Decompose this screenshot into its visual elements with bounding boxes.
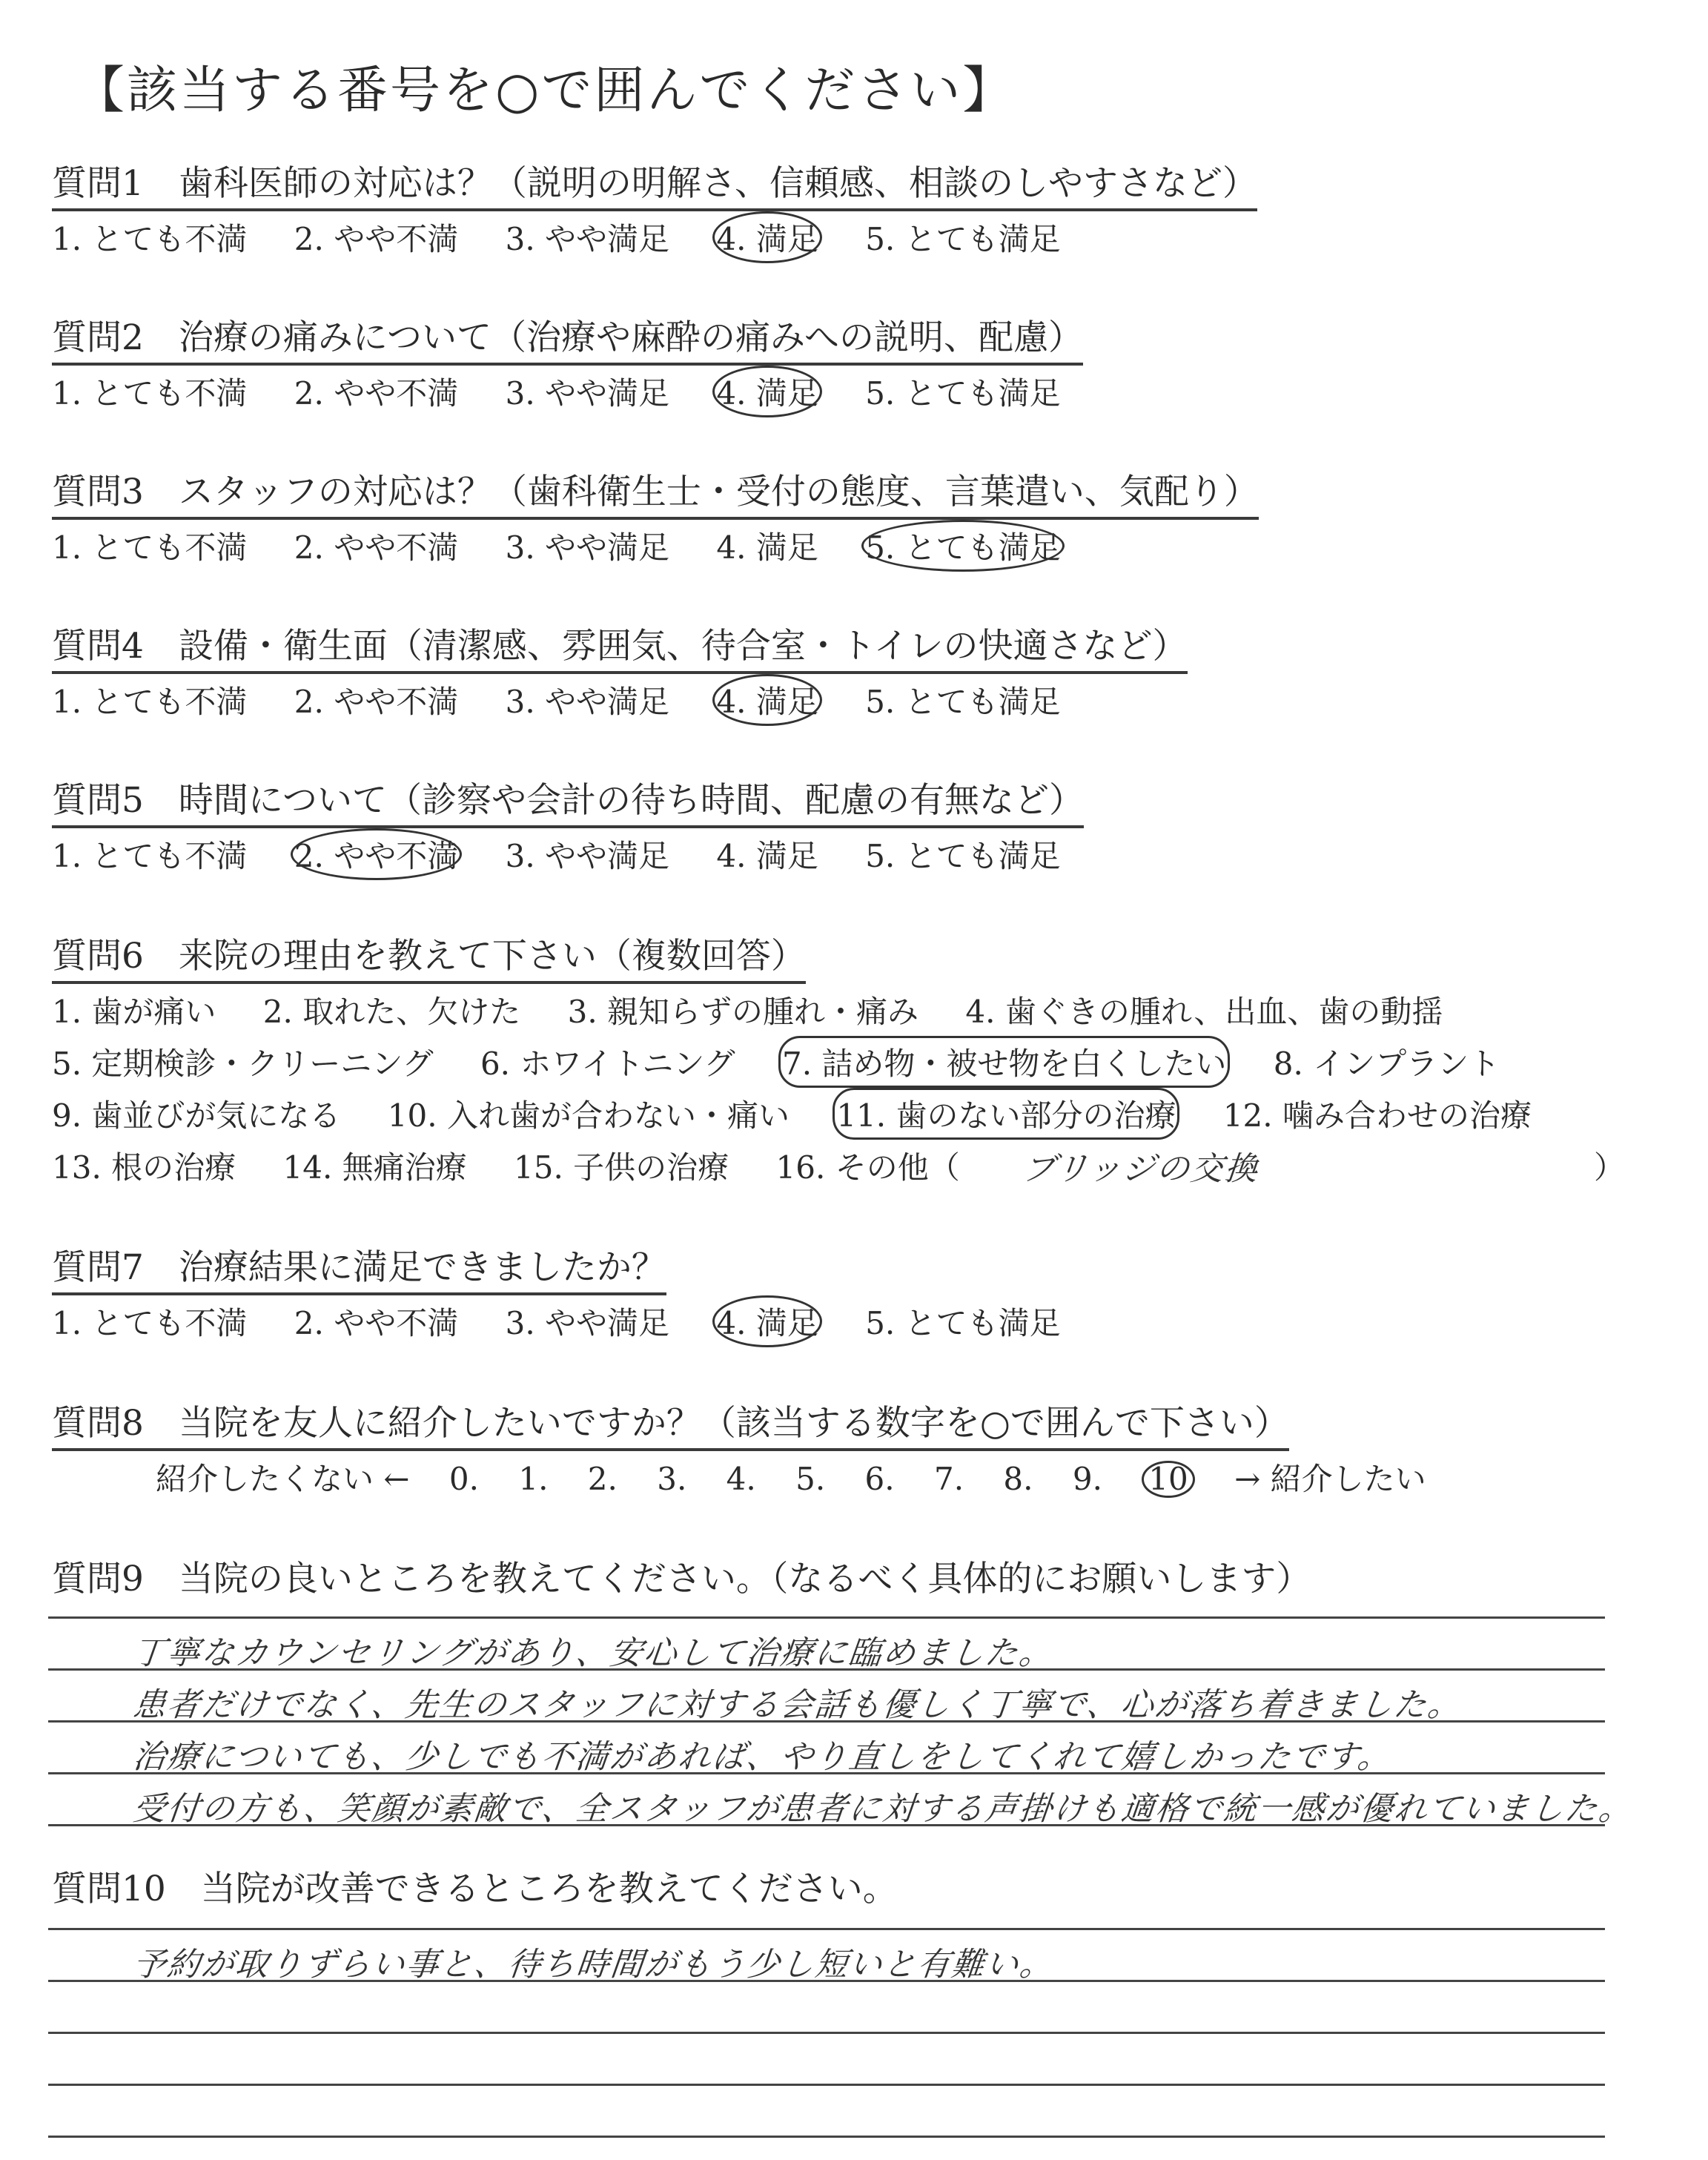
scale-number-9[interactable]: 9. [1072, 1461, 1102, 1497]
option-somewhat-dissatisfied[interactable]: 2. やや不満 [294, 684, 459, 720]
option-somewhat-dissatisfied[interactable]: 2. やや不満 [294, 529, 459, 566]
reason-whitening[interactable]: 6. ホワイトニング [480, 1046, 735, 1082]
answer-line [48, 2032, 1605, 2034]
question-4-options [52, 678, 1098, 722]
scale-number-3[interactable]: 3. [657, 1461, 687, 1497]
question-7-label: 質問7 治療結果に満足できましたか？ [52, 1240, 666, 1295]
reason-white-fillings-circled[interactable]: 7. 詰め物・被せ物を白くしたい [782, 1040, 1226, 1084]
option-somewhat-dissatisfied[interactable]: 2. やや不満 [294, 1305, 459, 1341]
question-6-row-2 [52, 1040, 1537, 1084]
reason-child[interactable]: 15. 子供の治療 [514, 1149, 729, 1186]
q9-answer-line-4[interactable]: 受付の方も、笑顔が素敵で、全スタッフが患者に対する声掛けも適格で統一感が優れていました。 [130, 1790, 1635, 1828]
answer-line [48, 1616, 1605, 1619]
scale-left-label: 紹介したくない ← [156, 1461, 410, 1497]
reason-alignment[interactable]: 9. 歯並びが気になる [52, 1097, 341, 1134]
option-very-satisfied[interactable]: 5. とても満足 [865, 684, 1061, 720]
form-instruction-title: 【該当する番号を○で囲んでください】 [74, 62, 1016, 120]
option-very-satisfied-circled[interactable]: 5. とても満足 [865, 524, 1060, 568]
question-6-row-3 [52, 1091, 1569, 1136]
option-very-satisfied[interactable]: 5. とても満足 [865, 838, 1061, 874]
q9-answer-line-1[interactable]: 丁寧なカウンセリングがあり、安心して治療に臨めました。 [130, 1634, 1056, 1672]
option-satisfied-circled[interactable]: 4. 満足 [716, 369, 818, 414]
option-very-dissatisfied[interactable]: 1. とても不満 [52, 1305, 248, 1341]
q9-answer-line-3[interactable]: 治療についても、少しでも不満があれば、やり直しをしてくれて嬉しかったです。 [130, 1738, 1394, 1776]
question-1-options [52, 215, 1098, 260]
question-7-options [52, 1299, 1098, 1344]
answer-line [48, 1772, 1605, 1774]
reason-wisdom-tooth[interactable]: 3. 親知らずの腫れ・痛み [567, 994, 919, 1030]
option-somewhat-dissatisfied-circled[interactable]: 2. やや不満 [294, 832, 458, 876]
option-very-dissatisfied[interactable]: 1. とても不満 [52, 684, 248, 720]
answer-line [48, 1980, 1605, 1982]
q9-answer-line-2[interactable]: 患者だけでなく、先生のスタッフに対する会話も優しく丁寧で、心が落ち着きました。 [130, 1686, 1464, 1724]
reason-root-canal[interactable]: 13. 根の治療 [52, 1149, 236, 1186]
answer-line [48, 2136, 1605, 2138]
reason-checkup[interactable]: 5. 定期検診・クリーニング [52, 1046, 434, 1082]
question-2-label: 質問2 治療の痛みについて（治療や麻酔の痛みへの説明、配慮） [52, 310, 1083, 366]
option-somewhat-satisfied[interactable]: 3. やや満足 [505, 838, 670, 874]
scale-number-4[interactable]: 4. [726, 1461, 756, 1497]
option-satisfied-circled[interactable]: 4. 満足 [716, 1299, 818, 1344]
option-very-dissatisfied[interactable]: 1. とても不満 [52, 375, 248, 412]
answer-line [48, 2084, 1605, 2086]
answer-line [48, 1720, 1605, 1723]
question-3-label: 質問3 スタッフの対応は？（歯科衛生士・受付の態度、言葉遣い、気配り） [52, 464, 1259, 520]
other-close-paren: ） [1594, 1149, 1626, 1186]
question-1-label: 質問1 歯科医師の対応は？（説明の明解さ、信頼感、相談のしやすさなど） [52, 156, 1257, 211]
question-9-label: 質問9 当院の良いところを教えてください。（なるべく具体的にお願いします） [52, 1559, 1311, 1599]
option-somewhat-satisfied[interactable]: 3. やや満足 [505, 221, 670, 257]
question-5-label: 質問5 時間について（診察や会計の待ち時間、配慮の有無など） [52, 773, 1084, 828]
option-somewhat-dissatisfied[interactable]: 2. やや不満 [294, 375, 459, 412]
reason-missing-teeth-circled[interactable]: 11. 歯のない部分の治療 [836, 1091, 1176, 1136]
question-8-scale [156, 1455, 1426, 1499]
other-reason-handwritten[interactable]: ブリッジの交換 [1020, 1150, 1261, 1188]
reason-gum-problem[interactable]: 4. 歯ぐきの腫れ、出血、歯の動揺 [965, 994, 1443, 1030]
option-somewhat-dissatisfied[interactable]: 2. やや不満 [294, 221, 459, 257]
option-very-dissatisfied[interactable]: 1. とても不満 [52, 838, 248, 874]
question-2-options [52, 369, 1098, 414]
option-satisfied-circled[interactable]: 4. 満足 [716, 215, 818, 260]
reason-dentures[interactable]: 10. 入れ歯が合わない・痛い [387, 1097, 790, 1134]
option-very-satisfied[interactable]: 5. とても満足 [865, 375, 1061, 412]
option-very-dissatisfied[interactable]: 1. とても不満 [52, 221, 248, 257]
option-somewhat-satisfied[interactable]: 3. やや満足 [505, 684, 670, 720]
option-satisfied[interactable]: 4. 満足 [716, 529, 818, 566]
option-somewhat-satisfied[interactable]: 3. やや満足 [505, 529, 670, 566]
scale-number-5[interactable]: 5. [795, 1461, 826, 1497]
scale-right-label: → 紹介したい [1234, 1461, 1426, 1497]
reason-painless[interactable]: 14. 無痛治療 [282, 1149, 467, 1186]
scale-number-6[interactable]: 6. [864, 1461, 895, 1497]
reason-chipped[interactable]: 2. 取れた、欠けた [262, 994, 521, 1030]
question-10-label: 質問10 当院が改善できるところを教えてください。 [52, 1869, 898, 1909]
answer-line [48, 1668, 1605, 1671]
question-4-label: 質問4 設備・衛生面（清潔感、雰囲気、待合室・トイレの快適さなど） [52, 618, 1188, 674]
question-6-row-1 [52, 988, 1480, 1032]
question-6-label: 質問6 来院の理由を教えて下さい（複数回答） [52, 928, 806, 984]
scale-number-0[interactable]: 0. [448, 1461, 479, 1497]
question-8-label: 質問8 当院を友人に紹介したいですか？（該当する数字を○で囲んで下さい） [52, 1396, 1289, 1451]
answer-line [48, 1928, 1605, 1930]
option-satisfied[interactable]: 4. 満足 [716, 838, 818, 874]
option-very-dissatisfied[interactable]: 1. とても不満 [52, 529, 248, 566]
question-3-options [52, 524, 1098, 568]
question-5-options [52, 832, 1098, 876]
scale-number-7[interactable]: 7. [933, 1461, 964, 1497]
q10-answer-line-1[interactable]: 予約が取りずらい事と、待ち時間がもう少し短いと有難い。 [130, 1946, 1056, 1984]
question-6-row-4 [52, 1143, 997, 1188]
reason-bite[interactable]: 12. 噛み合わせの治療 [1222, 1097, 1532, 1134]
option-very-satisfied[interactable]: 5. とても満足 [865, 1305, 1061, 1341]
reason-other[interactable]: 16. その他（ [775, 1149, 960, 1186]
scale-number-2[interactable]: 2. [587, 1461, 618, 1497]
scale-number-8[interactable]: 8. [1003, 1461, 1033, 1497]
reason-toothache[interactable]: 1. 歯が痛い [52, 994, 216, 1030]
option-somewhat-satisfied[interactable]: 3. やや満足 [505, 1305, 670, 1341]
option-satisfied-circled[interactable]: 4. 満足 [716, 678, 818, 722]
answer-line [48, 1824, 1605, 1826]
option-somewhat-satisfied[interactable]: 3. やや満足 [505, 375, 670, 412]
scale-number-10-circled[interactable]: 10 [1142, 1461, 1194, 1498]
scale-number-1[interactable]: 1. [518, 1461, 549, 1497]
option-very-satisfied[interactable]: 5. とても満足 [865, 221, 1061, 257]
reason-implant[interactable]: 8. インプラント [1273, 1046, 1500, 1082]
